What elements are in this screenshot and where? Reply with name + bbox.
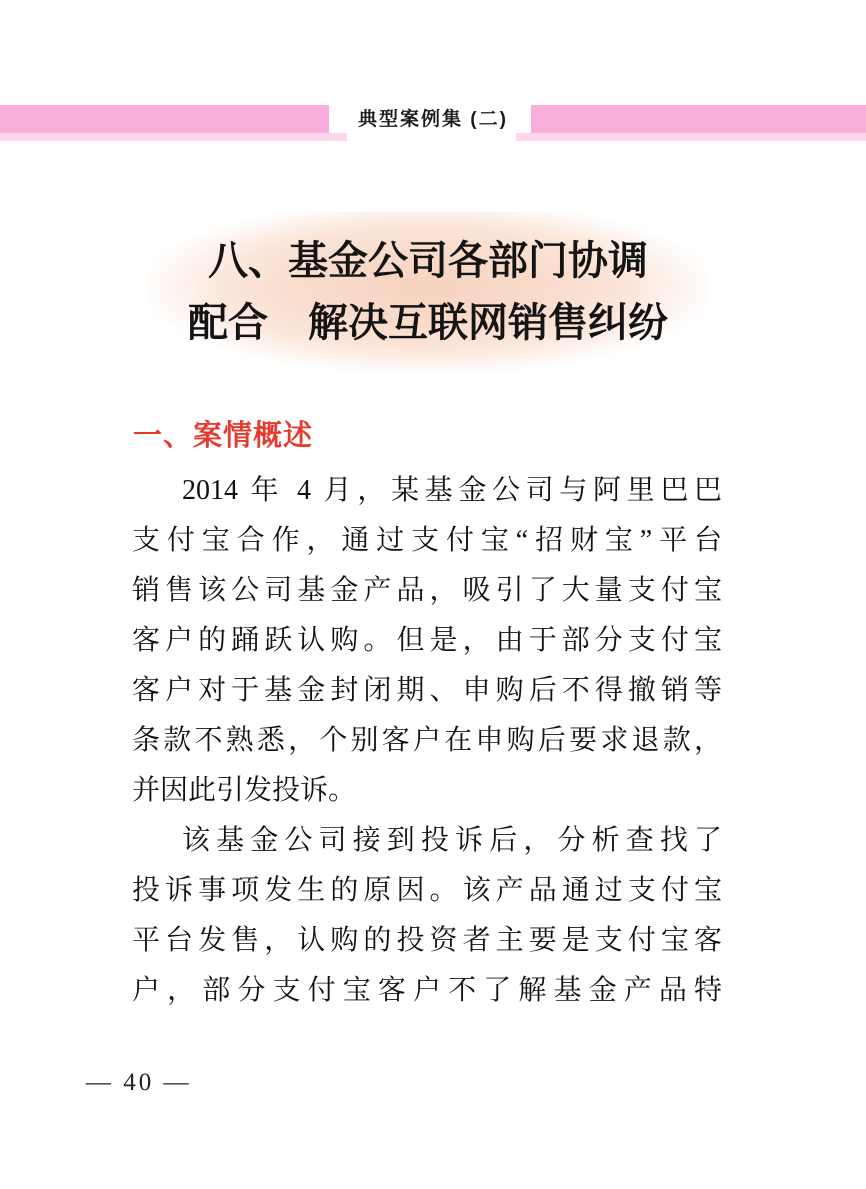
body-text-line: 该基金公司接到投诉后，分析查找了 <box>182 825 722 856</box>
body-text-line: 销售该公司基金产品，吸引了大量支付宝 <box>132 575 722 606</box>
chapter-title-line-1: 八、基金公司各部门协调 <box>208 238 648 283</box>
body-text-line: 条款不熟悉，个别客户在申购后要求退款， <box>132 725 722 756</box>
running-head <box>0 105 866 143</box>
section-heading: 一、案情概述 <box>133 420 314 452</box>
page-number: — 40 — <box>86 1069 192 1096</box>
chapter-title-line-2: 配合 解决互联网销售纠纷 <box>188 300 668 345</box>
running-head-title: 典型案例集 (二) <box>358 109 508 130</box>
chapter-title-block <box>149 212 707 372</box>
body-text <box>132 466 722 1016</box>
body-text-line: 投诉事项发生的原因。该产品通过支付宝 <box>132 875 722 906</box>
body-text-line: 客户的踊跃认购。但是，由于部分支付宝 <box>132 625 722 656</box>
header-band-left-shadow <box>0 133 347 141</box>
body-text-line: 户，部分支付宝客户不了解基金产品特 <box>132 975 722 1006</box>
body-text-line: 支付宝合作，通过支付宝“招财宝”平台 <box>132 525 722 556</box>
body-text-line: 并因此引发投诉。 <box>132 775 357 806</box>
header-band-right-shadow <box>516 133 866 141</box>
body-text-line: 2014 年 4 月，某基金公司与阿里巴巴 <box>182 475 722 506</box>
body-text-line: 平台发售，认购的投资者主要是支付宝客 <box>132 925 722 956</box>
body-text-line: 客户对于基金封闭期、申购后不得撤销等 <box>132 675 722 706</box>
